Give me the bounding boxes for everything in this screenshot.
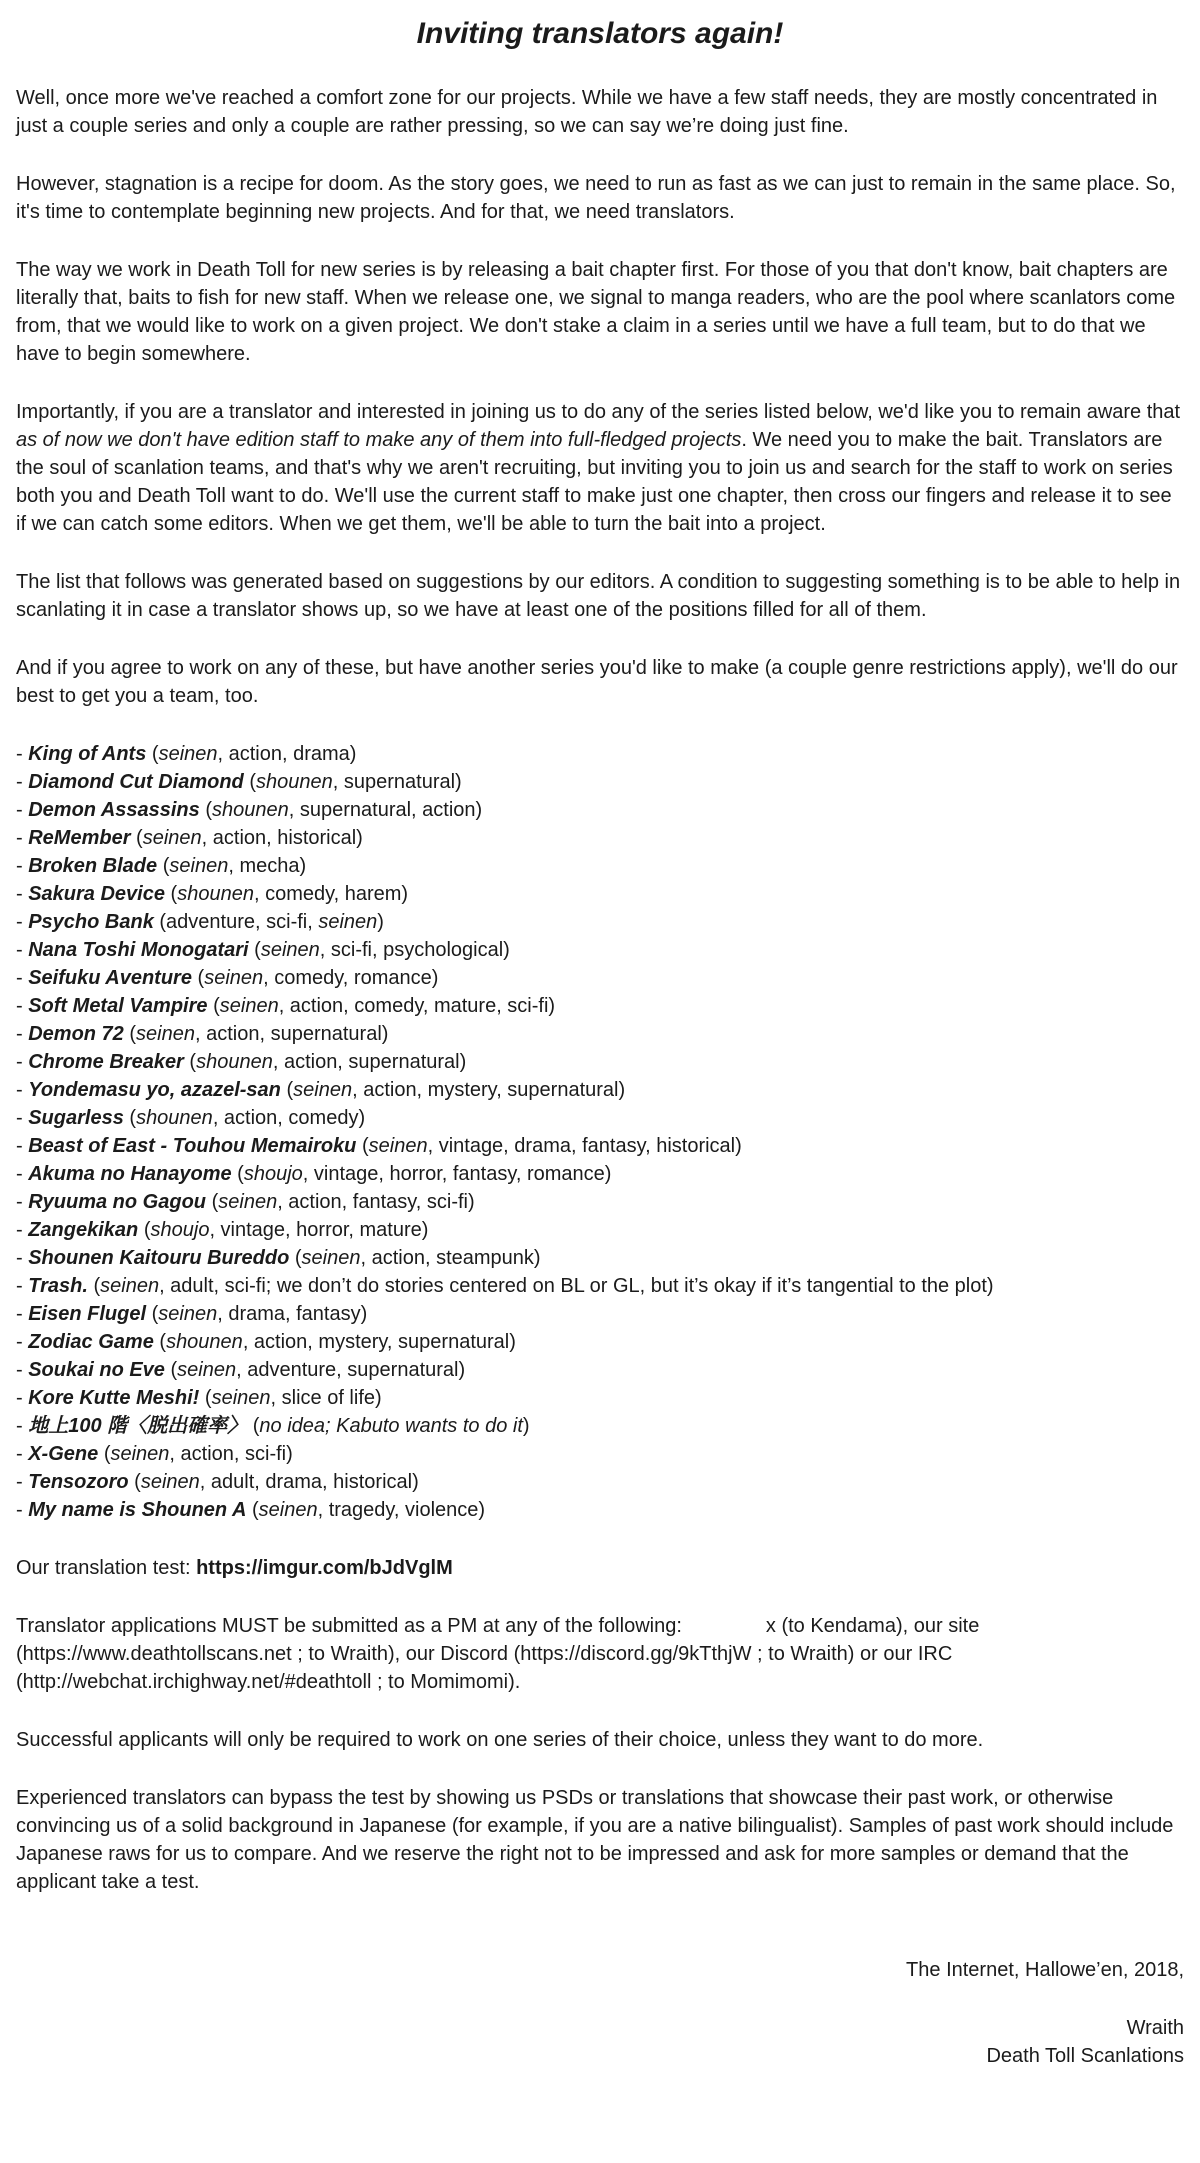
series-name: Diamond Cut Diamond [28, 771, 244, 793]
text-segment: shounen [166, 1331, 243, 1353]
text-segment: ( [204, 1387, 212, 1409]
series-name: Demon Assassins [28, 799, 200, 821]
list-marker: - [16, 799, 29, 821]
list-marker: - [16, 967, 29, 989]
text-segment: , action, comedy) [212, 1107, 366, 1129]
text-segment: seinen [260, 939, 320, 961]
series-list-item [16, 1272, 1184, 1300]
series-list-item [16, 1412, 1184, 1440]
series-list-item [16, 1104, 1184, 1132]
series-name: Seifuku Aventure [28, 967, 192, 989]
text-segment: shounen [256, 771, 333, 793]
text-segment: seinen [158, 743, 218, 765]
paragraph [16, 654, 1184, 710]
list-marker: - [16, 1387, 29, 1409]
text-segment: Well, once more we've reached a comfort zone for our projects. While we have a few staff needs, they are mostly concentrated in just a couple series and only a couple are rather pressing, so we can say we’re doing just fine. [16, 87, 1158, 137]
text-segment: (adventure, sci-fi, [159, 911, 319, 933]
text-segment: ( [159, 1331, 167, 1353]
text-segment: seinen [301, 1247, 361, 1269]
series-list-item [16, 1384, 1184, 1412]
series-list-item [16, 1468, 1184, 1496]
text-segment: Our translation test: [16, 1557, 197, 1579]
text-segment: And if you agree to work on any of these, but have another series you'd like to make (a couple genre restrictions apply), we'll do our best to get you a team, too. [16, 657, 1178, 707]
series-list-item [16, 1076, 1184, 1104]
series-name: Shounen Kaitouru Bureddo [28, 1247, 290, 1269]
series-name: Eisen Flugel [28, 1303, 147, 1325]
series-list-item [16, 1160, 1184, 1188]
text-segment: . We need you to make the bait. Translators are the soul of scanlation teams, and that's why we aren't recruiting, but inviting you to join us and search for the staff to work on series both you and Death Toll want to do. We'll use the current staff to make just one chapter, then cross our fingers and release it to see if we can catch some editors. When we get them, we'll be able to turn the bait into a project. [16, 429, 1173, 535]
series-name: ReMember [28, 827, 131, 849]
text-segment: , adult, drama, historical) [199, 1471, 419, 1493]
text-segment: ( [151, 1303, 159, 1325]
series-list [16, 740, 1184, 1524]
series-name: Soft Metal Vampire [28, 995, 208, 1017]
series-name: Akuma no Hanayome [28, 1163, 232, 1185]
text-segment: seinen [318, 911, 378, 933]
text-segment: seinen [368, 1135, 428, 1157]
paragraph [16, 1726, 1184, 1754]
text-segment: Translator applications MUST be submitted as a PM at any of the following: [16, 1615, 682, 1637]
text-segment: , comedy, harem) [253, 883, 409, 905]
series-name: Broken Blade [28, 855, 158, 877]
text-segment: , action, fantasy, sci-fi) [277, 1191, 475, 1213]
text-segment: , vintage, horror, mature) [209, 1219, 429, 1241]
text-segment: However, stagnation is a recipe for doom. As the story goes, we need to run as fast as we can just to remain in the same place. So, it's time to contemplate beginning new projects. And for that, we need translators. [16, 173, 1176, 223]
text-segment: , action, steampunk) [360, 1247, 541, 1269]
series-name: King of Ants [28, 743, 147, 765]
text-segment: seinen [100, 1275, 160, 1297]
text-segment: seinen [211, 1387, 271, 1409]
text-segment: seinen [169, 855, 229, 877]
series-list-item [16, 1440, 1184, 1468]
list-marker: - [16, 1443, 29, 1465]
page-title: Inviting translators again! [416, 17, 784, 50]
text-segment: ( [252, 1415, 260, 1437]
series-name: Soukai no Eve [28, 1359, 165, 1381]
list-marker: - [16, 1191, 29, 1213]
text-segment: , adult, sci-fi; we don’t do stories centered on BL or GL, but it’s okay if it’s tangential to the plot) [159, 1275, 994, 1297]
text-segment: ( [103, 1443, 111, 1465]
text-segment: , action, supernatural) [194, 1023, 389, 1045]
series-name: Chrome Breaker [28, 1051, 184, 1073]
text-segment: ( [251, 1499, 259, 1521]
text-segment: ) [377, 911, 384, 933]
series-list-item [16, 1328, 1184, 1356]
series-name: X-Gene [28, 1443, 99, 1465]
text-segment: , drama, fantasy) [217, 1303, 368, 1325]
series-list-item [16, 936, 1184, 964]
text-segment: , action, sci-fi) [169, 1443, 293, 1465]
translation-test-line [16, 1554, 1184, 1582]
series-list-item [16, 1244, 1184, 1272]
text-segment: seinen [218, 1191, 278, 1213]
text-segment: seinen [110, 1443, 170, 1465]
list-marker: - [16, 1051, 29, 1073]
series-list-item [16, 1216, 1184, 1244]
text-segment: shounen [177, 883, 254, 905]
list-marker: - [16, 911, 29, 933]
text-segment: ( [134, 1471, 141, 1493]
text-segment: The way we work in Death Toll for new series is by releasing a bait chapter first. For those of you that don't know, bait chapters are literally that, baits to fish for new staff. When we release one, we signal to manga readers, who are the pool where scanlators come from, that we would like to work on a given project. We don't stake a claim in a series until we have a full team, but to do that we have to begin somewhere. [16, 259, 1176, 365]
text-segment: Experienced translators can bypass the test by showing us PSDs or translations that showcase their past work, or otherwise convincing us of a solid background in Japanese (for example, if you are a native bilingualist). Samples of past work should include Japanese raws for us to compare. And we reserve the right not to be impressed and ask for more samples or demand that the applicant take a test. [16, 1787, 1174, 1893]
series-list-item [16, 908, 1184, 936]
series-list-item [16, 796, 1184, 824]
series-name: Kore Kutte Meshi! [28, 1387, 200, 1409]
text-segment: x (to Kendama), our site (https://www.deathtollscans.net ; to Wraith), our Discord (https://discord.gg/9kTthjW ; to Wraith) or our IRC (http://webchat.irchighway.net/#deathtoll ; to Momimomi). [16, 1615, 980, 1693]
text-segment: shoujo [150, 1219, 210, 1241]
list-marker: - [16, 1135, 29, 1157]
series-list-item [16, 768, 1184, 796]
text-segment: , supernatural, action) [288, 799, 483, 821]
list-marker: - [16, 1415, 29, 1437]
text-segment: ( [249, 771, 256, 793]
text-segment: ( [205, 799, 213, 821]
text-segment: ( [151, 743, 159, 765]
list-marker: - [16, 743, 29, 765]
series-name: Sugarless [28, 1107, 124, 1129]
text-segment: , vintage, horror, fantasy, romance) [302, 1163, 612, 1185]
series-name: Zodiac Game [28, 1331, 154, 1353]
series-list-item [16, 1356, 1184, 1384]
text-segment: ( [170, 1359, 178, 1381]
paragraph [16, 256, 1184, 368]
series-name: Nana Toshi Monogatari [28, 939, 249, 961]
series-name: My name is Shounen A [28, 1499, 247, 1521]
text-segment: as of now we don't have edition staff to make any of them into full-fledged projects [16, 429, 742, 451]
paragraph [16, 84, 1184, 140]
text-segment: shoujo [243, 1163, 303, 1185]
text-segment: , adventure, supernatural) [236, 1359, 466, 1381]
list-marker: - [16, 1471, 29, 1493]
text-segment: , sci-fi, psychological) [319, 939, 510, 961]
series-list-item [16, 964, 1184, 992]
date-line: The Internet, Hallowe’en, 2018, [906, 1959, 1184, 1981]
paragraph [16, 170, 1184, 226]
text-segment: ( [129, 1023, 137, 1045]
text-segment: Successful applicants will only be required to work on one series of their choice, unless they want to do more. [16, 1729, 984, 1751]
series-list-item [16, 824, 1184, 852]
series-list-item [16, 1188, 1184, 1216]
series-name: Sakura Device [28, 883, 165, 905]
text-segment: ( [129, 1107, 137, 1129]
list-marker: - [16, 883, 29, 905]
text-segment: , supernatural) [332, 771, 462, 793]
paragraph [16, 1784, 1184, 1896]
text-segment: seinen [293, 1079, 353, 1101]
text-segment: , action, mystery, supernatural) [242, 1331, 516, 1353]
text-segment: shounen [136, 1107, 213, 1129]
text-segment: , slice of life) [270, 1387, 382, 1409]
signature-group: Death Toll Scanlations [986, 2045, 1184, 2067]
paragraph [16, 398, 1184, 538]
text-segment: seinen [136, 1023, 195, 1045]
text-segment: , mecha) [228, 855, 307, 877]
series-name: Demon 72 [28, 1023, 124, 1045]
text-segment: seinen [177, 1359, 237, 1381]
text-segment: ( [361, 1135, 369, 1157]
text-segment: no idea; Kabuto wants to do it [259, 1415, 523, 1437]
list-marker: - [16, 1163, 29, 1185]
series-name: Beast of East - Touhou Memairoku [28, 1135, 357, 1157]
series-list-item [16, 1300, 1184, 1328]
application-paragraphs [16, 1612, 1184, 1896]
text-segment: ( [286, 1079, 294, 1101]
series-list-item [16, 1496, 1184, 1524]
series-name: Tensozoro [28, 1471, 129, 1493]
text-segment: , tragedy, violence) [317, 1499, 486, 1521]
text-segment: ( [170, 883, 178, 905]
list-marker: - [16, 1359, 29, 1381]
list-marker: - [16, 855, 29, 877]
text-segment: seinen [142, 827, 202, 849]
text-segment: ( [213, 995, 220, 1017]
signature-name: Wraith [1126, 2017, 1184, 2039]
text-segment: ( [254, 939, 261, 961]
text-segment: ( [136, 827, 143, 849]
text-segment: , action, mystery, supernatural) [352, 1079, 626, 1101]
text-segment: , action, supernatural) [272, 1051, 467, 1073]
series-list-item [16, 1132, 1184, 1160]
text-segment: , vintage, drama, fantasy, historical) [427, 1135, 742, 1157]
list-marker: - [16, 1219, 29, 1241]
list-marker: - [16, 1331, 29, 1353]
text-segment: , comedy, romance) [263, 967, 439, 989]
text-segment: ( [197, 967, 205, 989]
list-marker: - [16, 1023, 29, 1045]
text-segment: , action, comedy, mature, sci-fi) [278, 995, 556, 1017]
list-marker: - [16, 1247, 29, 1269]
text-segment: https://imgur.com/bJdVglM [196, 1557, 453, 1579]
series-name: Ryuuma no Gagou [28, 1191, 207, 1213]
text-segment: ( [143, 1219, 151, 1241]
list-marker: - [16, 1499, 29, 1521]
list-marker: - [16, 939, 29, 961]
series-list-item [16, 852, 1184, 880]
text-segment: seinen [204, 967, 264, 989]
list-marker: - [16, 771, 29, 793]
text-segment: , action, historical) [201, 827, 363, 849]
list-marker: - [16, 827, 29, 849]
text-segment: Importantly, if you are a translator and interested in joining us to do any of the series listed below, we'd like you to remain aware that [16, 401, 1181, 423]
series-list-item [16, 992, 1184, 1020]
list-marker: - [16, 1107, 29, 1129]
text-segment: shounen [212, 799, 289, 821]
text-segment: ) [522, 1415, 530, 1437]
series-name: Psycho Bank [28, 911, 154, 933]
text-segment: seinen [158, 1303, 218, 1325]
text-segment: seinen [258, 1499, 318, 1521]
text-segment: shounen [196, 1051, 273, 1073]
list-marker: - [16, 1275, 29, 1297]
text-segment: ( [211, 1191, 219, 1213]
series-list-item [16, 1048, 1184, 1076]
text-segment: The list that follows was generated based on suggestions by our editors. A condition to suggesting something is to be able to help in scanlating it in case a translator shows up, so we have at least one of the positions filled for all of them. [16, 571, 1181, 621]
list-marker: - [16, 1079, 29, 1101]
intro-paragraphs [16, 84, 1184, 710]
text-segment: ( [294, 1247, 302, 1269]
paragraph [16, 1612, 1184, 1696]
text-segment: seinen [140, 1471, 200, 1493]
series-list-item [16, 1020, 1184, 1048]
series-name: Yondemasu yo, azazel-san [28, 1079, 281, 1101]
series-list-item [16, 740, 1184, 768]
text-segment: ( [189, 1051, 197, 1073]
signature-block [16, 1956, 1184, 2070]
text-segment: seinen [219, 995, 279, 1017]
series-name: Zangekikan [28, 1219, 139, 1241]
list-marker: - [16, 1303, 29, 1325]
paragraph [16, 568, 1184, 624]
text-segment: ( [237, 1163, 244, 1185]
series-list-item [16, 880, 1184, 908]
text-segment: , action, drama) [217, 743, 357, 765]
text-segment: ( [93, 1275, 101, 1297]
series-name: Trash. [28, 1275, 88, 1297]
series-name: 地上100 階〈脱出確率〉 [28, 1415, 248, 1437]
list-marker: - [16, 995, 29, 1017]
text-segment: ( [162, 855, 170, 877]
